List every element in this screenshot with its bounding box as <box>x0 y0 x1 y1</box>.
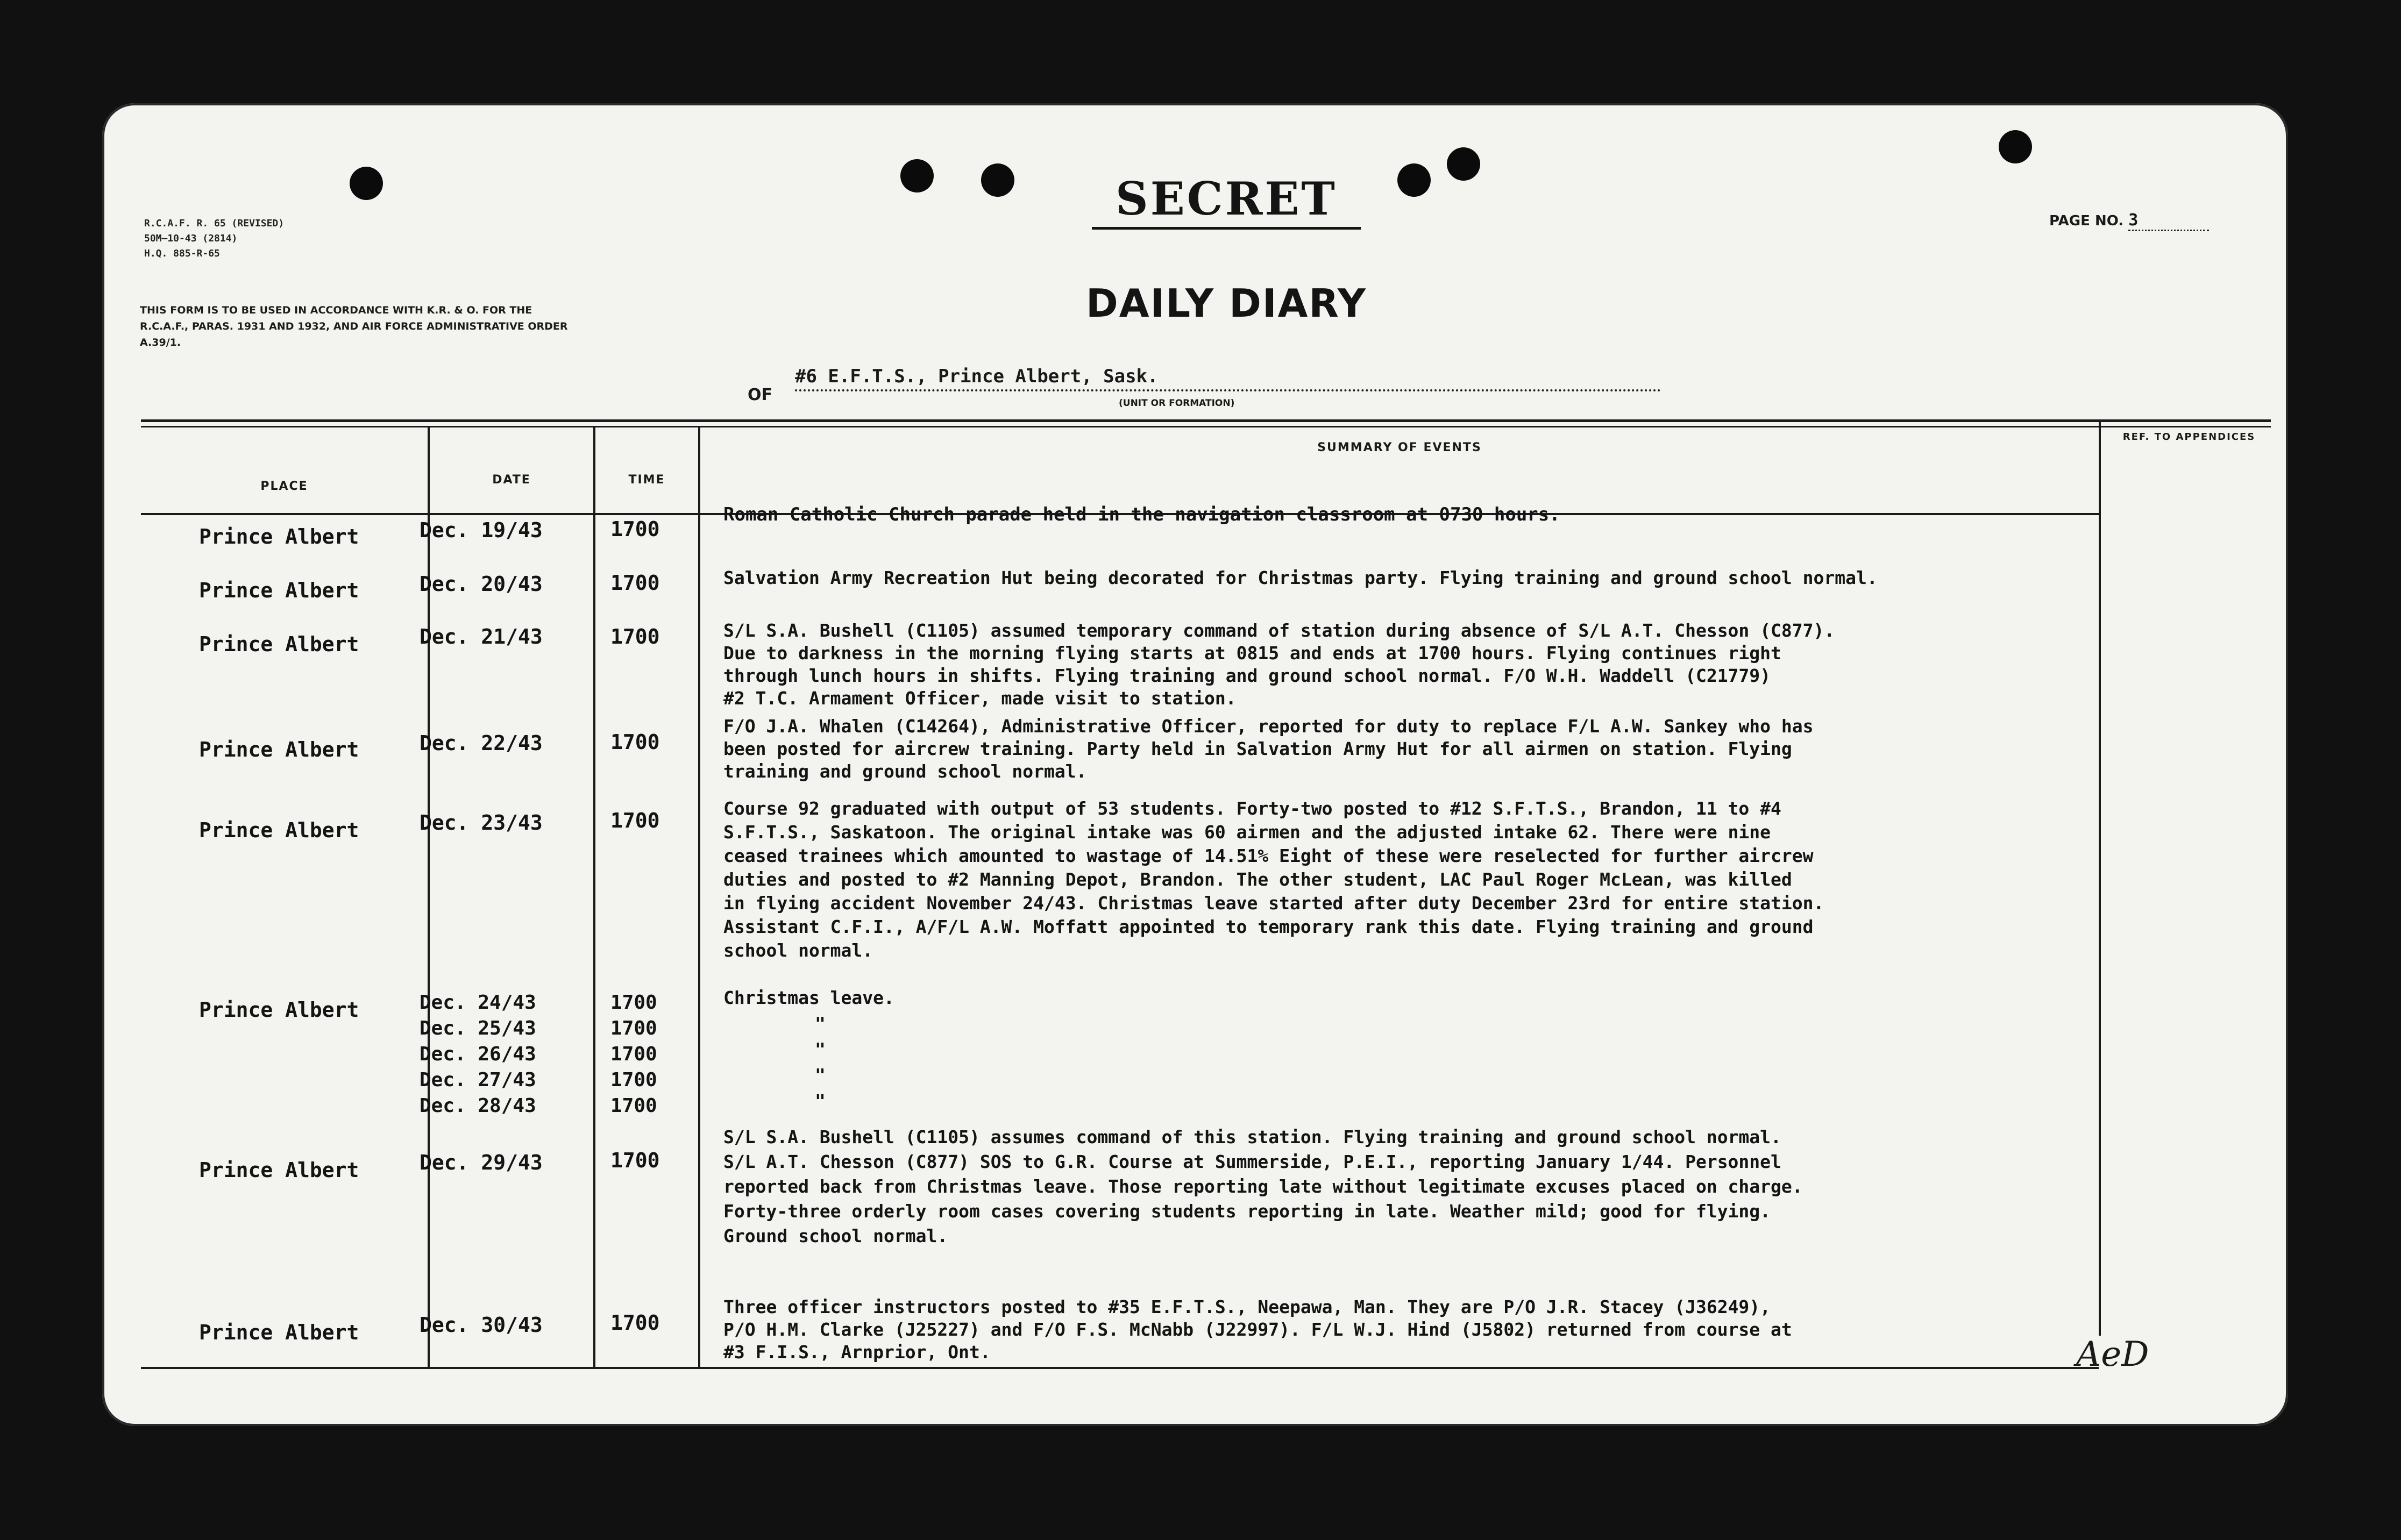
entry-time: 1700 <box>610 730 660 754</box>
entry-summary <box>723 1296 2133 1364</box>
handwritten-initials: AeD <box>2076 1335 2149 1374</box>
punch-hole <box>1447 147 1480 181</box>
column-divider <box>593 426 595 1367</box>
summary-line: training and ground school normal. <box>723 761 1087 782</box>
ditto-mark: " <box>815 1090 826 1111</box>
summary-line: F/O J.A. Whalen (C14264), Administrative Officer, reported for duty to replace F/L A.W. Sankey who has <box>723 716 1814 737</box>
entry-date: Dec. 23/43 <box>420 811 543 835</box>
entry-time: 1700 <box>610 1311 660 1335</box>
table-top-rule <box>141 426 2271 427</box>
unit-of-label: OF <box>748 386 772 404</box>
entry-time: 1700 <box>610 1069 657 1091</box>
header-time: TIME <box>628 473 665 487</box>
entry-time: 1700 <box>610 1043 657 1065</box>
entry-time: 1700 <box>610 571 660 595</box>
entry-summary <box>723 985 2133 1114</box>
entry-date: Dec. 29/43 <box>420 1151 543 1174</box>
entry-place: Prince Albert <box>199 579 359 602</box>
summary-line: through lunch hours in shifts. Flying training and ground school normal. F/O W.H. Waddell (C21779) <box>723 665 1771 686</box>
entry-date: Dec. 27/43 <box>420 1069 536 1091</box>
summary-line: Assistant C.F.I., A/F/L A.W. Moffatt appointed to temporary rank this date. Flying training and ground <box>723 916 1814 937</box>
summary-line: Salvation Army Recreation Hut being decorated for Christmas party. Flying training and ground school normal. <box>723 567 1878 588</box>
entry-summary <box>723 565 2133 591</box>
summary-line: Ground school normal. <box>723 1225 948 1246</box>
header-ref-appendices: REF. TO APPENDICES <box>2122 431 2256 443</box>
summary-line: duties and posted to #2 Manning Depot, Brandon. The other student, LAC Paul Roger McLean, was killed <box>723 869 1792 890</box>
column-divider <box>428 426 430 1367</box>
entry-date: Dec. 28/43 <box>420 1095 536 1117</box>
page-number-label: PAGE NO. <box>2049 213 2124 229</box>
entry-place: Prince Albert <box>199 1158 359 1182</box>
entry-time: 1700 <box>610 517 660 541</box>
entry-date: Dec. 19/43 <box>420 518 543 542</box>
form-code-line: 50M—10-43 (2814) <box>144 233 238 244</box>
form-code-line: H.Q. 885-R-65 <box>144 248 220 259</box>
punch-hole <box>981 163 1014 197</box>
summary-line: S/L A.T. Chesson (C877) SOS to G.R. Course at Summerside, P.E.I., reporting January 1/44. Personnel <box>723 1151 1781 1172</box>
entry-place: Prince Albert <box>199 525 359 548</box>
entry-time: 1700 <box>610 1149 660 1172</box>
header-date: DATE <box>492 473 531 487</box>
entry-date: Dec. 24/43 <box>420 992 536 1014</box>
punch-hole <box>1397 163 1431 197</box>
summary-line: reported back from Christmas leave. Those reporting late without legitimate excuses placed on charge. <box>723 1176 1803 1197</box>
summary-line: Forty-three orderly room cases covering students reporting in late. Weather mild; good for flying. <box>723 1201 1771 1222</box>
punch-hole <box>350 167 383 200</box>
page-title: DAILY DIARY <box>1085 281 1367 326</box>
summary-line: #2 T.C. Armament Officer, made visit to station. <box>723 688 1237 709</box>
entry-place: Prince Albert <box>199 998 359 1022</box>
summary-line: P/O H.M. Clarke (J25227) and F/O F.S. McNabb (J22997). F/L W.J. Hind (J5802) returned from course at <box>723 1319 1792 1340</box>
summary-line: school normal. <box>723 940 873 961</box>
summary-line: Three officer instructors posted to #35 E.F.T.S., Neepawa, Man. They are P/O J.R. Stacey (J36249), <box>723 1296 1771 1317</box>
entry-date: Dec. 20/43 <box>420 572 543 596</box>
column-divider <box>698 426 700 1367</box>
summary-line: ceased trainees which amounted to wastage of 14.51% Eight of these were reselected for further aircrew <box>723 845 1814 866</box>
summary-line: Roman Catholic Church parade held in the navigation classroom at 0730 hours. <box>723 504 1560 525</box>
entry-time: 1700 <box>610 992 657 1014</box>
entry-date: Dec. 26/43 <box>420 1043 536 1065</box>
summary-line: S/L S.A. Bushell (C1105) assumes command of this station. Flying training and ground school normal. <box>723 1127 1781 1147</box>
header-place: PLACE <box>260 480 308 493</box>
entry-date: Dec. 30/43 <box>420 1313 543 1337</box>
unit-caption: (UNIT OR FORMATION) <box>1119 398 1235 409</box>
ditto-mark: " <box>815 1065 826 1086</box>
summary-line: S/L S.A. Bushell (C1105) assumed temporary command of station during absence of S/L A.T. Chesson (C877). <box>723 620 1835 641</box>
entry-place: Prince Albert <box>199 738 359 761</box>
entry-time: 1700 <box>610 625 660 648</box>
unit-name: #6 E.F.T.S., Prince Albert, Sask. <box>795 366 1661 391</box>
classification-stamp: SECRET <box>1092 173 1361 230</box>
punch-hole <box>1999 130 2032 163</box>
entry-summary <box>723 1125 2133 1249</box>
entry-date: Dec. 21/43 <box>420 625 543 648</box>
entry-summary <box>723 797 2133 962</box>
ditto-mark: " <box>815 1039 826 1060</box>
entry-time: 1700 <box>610 1017 657 1039</box>
entry-summary <box>723 619 2133 710</box>
summary-line: in flying accident November 24/43. Christmas leave started after duty December 23rd for entire station. <box>723 893 1824 914</box>
entry-summary <box>723 501 2133 528</box>
summary-line: S.F.T.S., Saskatoon. The original intake was 60 airmen and the adjusted intake 62. There were nine <box>723 822 1771 843</box>
diary-page <box>102 103 2288 1426</box>
summary-line: Course 92 graduated with output of 53 students. Forty-two posted to #12 S.F.T.S., Brandon, 11 to #4 <box>723 798 1781 819</box>
page-number-value: 3 <box>2128 211 2209 231</box>
table-top-rule <box>141 419 2271 422</box>
form-code <box>144 216 284 261</box>
summary-line: Due to darkness in the morning flying starts at 0815 and ends at 1700 hours. Flying continues right <box>723 643 1781 664</box>
header-summary: SUMMARY OF EVENTS <box>1317 441 1482 454</box>
entry-summary <box>723 715 2133 783</box>
page-number-field <box>2049 211 2209 231</box>
entry-time: 1700 <box>610 809 660 832</box>
entry-time: 1700 <box>610 1095 657 1117</box>
summary-line: been posted for aircrew training. Party held in Salvation Army Hut for all airmen on station. Flying <box>723 738 1792 759</box>
entry-place: Prince Albert <box>199 818 359 842</box>
entry-date: Dec. 22/43 <box>420 731 543 755</box>
entry-date: Dec. 25/43 <box>420 1017 536 1039</box>
form-usage-note: THIS FORM IS TO BE USED IN ACCORDANCE WITH K.R. & O. FOR THE R.C.A.F., PARAS. 1931 AND 1932, AND AIR FORCE ADMINISTRATIVE ORDER A.39/1. <box>140 304 568 348</box>
table-bottom-rule <box>141 1367 2099 1369</box>
summary-line: #3 F.I.S., Arnprior, Ont. <box>723 1342 991 1363</box>
form-code-line: R.C.A.F. R. 65 (REVISED) <box>144 218 285 229</box>
ditto-mark: " <box>815 1013 826 1034</box>
entry-place: Prince Albert <box>199 1321 359 1344</box>
punch-hole <box>900 159 934 192</box>
summary-line: Christmas leave. <box>723 987 894 1008</box>
entry-place: Prince Albert <box>199 632 359 656</box>
